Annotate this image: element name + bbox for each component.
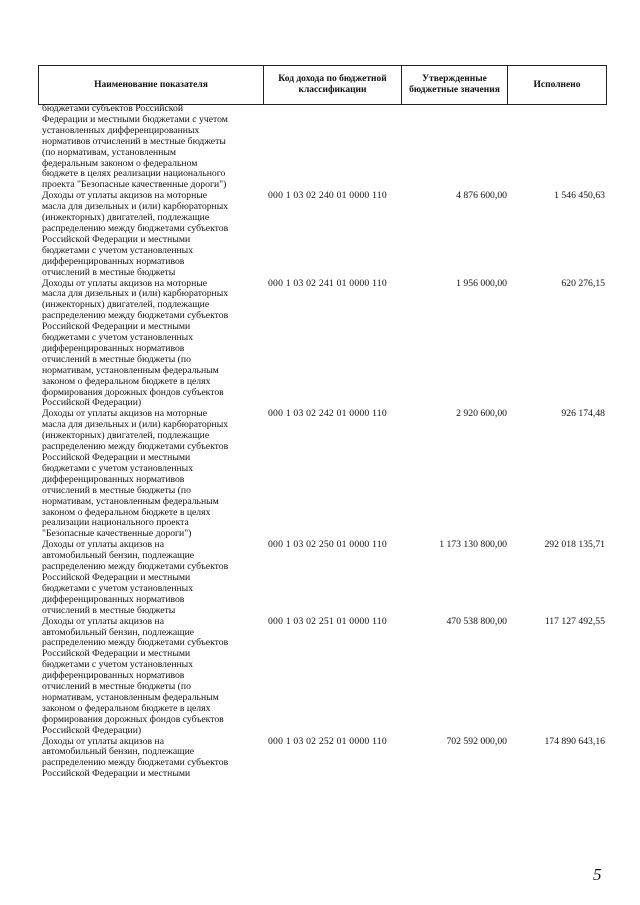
table-body <box>42 104 606 780</box>
indicator-name: Доходы от уплаты акцизов на автомобильный бензин, подлежащие распределению между бюджетами субъектов Российской Федерации и местными <box>42 735 229 780</box>
header-executed-column: Исполнено <box>508 66 607 105</box>
indicator-name: бюджетами субъектов Российской Федерации и местными бюджетами с учетом установленных дифференцированных нормативов отчислений в местные бюджеты (по нормативам, установленным федеральным законом о федеральном бюджете в целях реализации национального проекта "Безопасные качественные дороги") <box>42 103 228 191</box>
header-approved-column: Утвержденные бюджетные значения <box>402 66 508 105</box>
table-row <box>42 191 606 278</box>
table-row <box>42 540 606 616</box>
budget-code: 000 1 03 02 241 01 0000 110 <box>268 277 387 289</box>
indicator-name: Доходы от уплаты акцизов на моторные масла для дизельных и (или) карбюраторных (инжекторных) двигателей, подлежащие распределению между бюджетами субъектов Российской Федерации и местными бюджетами с учетом установленных дифференцированных нормативов отчислений в местные бюджеты <box>42 190 229 278</box>
budget-code: 000 1 03 02 252 01 0000 110 <box>268 735 387 747</box>
indicator-name: Доходы от уплаты акцизов на автомобильный бензин, подлежащие распределению между бюджетами субъектов Российской Федерации и местными бюджетами с учетом установленных дифференцированных нормативов отчислений в местные бюджеты (по нормативам, установленным федеральным законом о федеральном бюджете в целях формирования дорожных фондов субъектов Российской Федерации) <box>42 615 229 736</box>
header-name-column: Наименование показателя <box>39 66 264 105</box>
indicator-name: Доходы от уплаты акцизов на автомобильный бензин, подлежащие распределению между бюджетами субъектов Российской Федерации и местными бюджетами с учетом установленных дифференцированных нормативов отчислений в местные бюджеты <box>42 539 229 616</box>
approved-value: 1 173 130 800,00 <box>439 539 507 551</box>
executed-value: 174 890 643,16 <box>544 735 605 747</box>
approved-value: 2 920 600,00 <box>456 408 507 420</box>
indicator-name: Доходы от уплаты акцизов на моторные масла для дизельных и (или) карбюраторных (инжекторных) двигателей, подлежащие распределению между бюджетами субъектов Российской Федерации и местными бюджетами с учетом установленных дифференцированных нормативов отчислений в местные бюджеты (по нормативам, установленным федеральным законом о федеральном бюджете в целях формирования дорожных фондов субъектов Российской Федерации) <box>42 277 229 409</box>
budget-code: 000 1 03 02 240 01 0000 110 <box>268 190 387 202</box>
approved-value: 1 956 000,00 <box>456 277 507 289</box>
executed-value: 1 546 450,63 <box>554 190 605 202</box>
table-row <box>42 409 606 540</box>
approved-value: 702 592 000,00 <box>446 735 507 747</box>
approved-value: 4 876 600,00 <box>456 190 507 202</box>
budget-code: 000 1 03 02 251 01 0000 110 <box>268 615 387 627</box>
executed-value: 292 018 135,71 <box>544 539 605 551</box>
indicator-name: Доходы от уплаты акцизов на моторные масла для дизельных и (или) карбюраторных (инжекторных) двигателей, подлежащие распределению между бюджетами субъектов Российской Федерации и местными бюджетами с учетом установленных дифференцированных нормативов отчислений в местные бюджеты (по нормативам, установленным федеральным законом о федеральном бюджете в целях реализации национального проекта "Безопасные качественные дороги") <box>42 408 229 540</box>
budget-code: 000 1 03 02 250 01 0000 110 <box>268 539 387 551</box>
header-code-column: Код дохода по бюджетной классификации <box>264 66 402 105</box>
page-number: 5 <box>593 865 602 884</box>
table-row <box>42 279 606 410</box>
budget-code: 000 1 03 02 242 01 0000 110 <box>268 408 387 420</box>
table-row <box>42 737 606 781</box>
executed-value: 926 174,48 <box>561 408 605 420</box>
table-row <box>42 617 606 737</box>
executed-value: 620 276,15 <box>561 277 605 289</box>
table-row <box>42 104 606 191</box>
table-header <box>38 65 607 105</box>
approved-value: 470 538 800,00 <box>446 615 507 627</box>
executed-value: 117 127 492,55 <box>544 615 605 627</box>
